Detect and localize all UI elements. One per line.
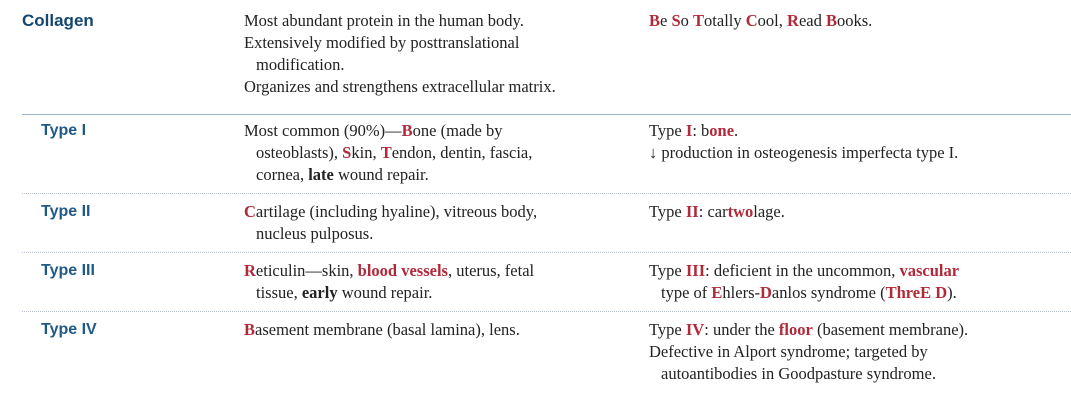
note-line: autoantibodies in Goodpasture syndrome.: [661, 364, 936, 383]
emphasis: late: [308, 165, 334, 184]
text: Type: [649, 121, 686, 140]
highlight: B: [401, 121, 413, 140]
type-i-note: [649, 120, 1069, 164]
desc-line: [244, 164, 624, 186]
text: artilage (including hyaline), vitreous body,: [255, 202, 538, 221]
text: cornea,: [256, 165, 309, 184]
type-ii-row: [22, 201, 1071, 253]
text: tissue,: [256, 283, 302, 302]
text: kin,: [351, 143, 381, 162]
type-iv-note: [649, 319, 1069, 385]
highlight: vascular: [899, 261, 960, 280]
mnemonic-text: ooks.: [836, 11, 873, 30]
text: Type: [649, 320, 686, 339]
mnemonic-letter: S: [671, 11, 681, 30]
mnemonic-letter: C: [745, 11, 758, 30]
type-i-row: [22, 120, 1071, 194]
desc-line: [244, 120, 624, 142]
text: Type: [649, 261, 686, 280]
highlight: C: [244, 202, 256, 221]
text: .: [734, 121, 739, 140]
desc-line: [244, 260, 624, 282]
type-ii-description: [244, 201, 624, 245]
type-iii-description: [244, 260, 624, 304]
collagen-desc-line-2: Extensively modified by posttranslational: [244, 33, 520, 52]
note-line: [649, 260, 1069, 282]
mnemonic-text: otally: [704, 11, 746, 30]
collagen-heading: Collagen: [22, 11, 94, 30]
type-ii-heading: Type II: [41, 203, 91, 220]
highlight: blood vessels: [357, 261, 448, 280]
note-line: Defective in Alport syndrome; targeted by: [649, 342, 928, 361]
desc-line: [244, 142, 624, 164]
highlight: II: [685, 202, 699, 221]
highlight: S: [342, 143, 352, 162]
text: wound repair.: [337, 283, 433, 302]
mnemonic-line: [649, 10, 1069, 32]
mnemonic-letter: T: [693, 11, 705, 30]
note-line: [649, 319, 1069, 341]
highlight: floor: [778, 320, 813, 339]
highlight: III: [685, 261, 706, 280]
text: lage.: [753, 202, 785, 221]
text: : deficient in the uncommon,: [705, 261, 900, 280]
text: osteoblasts),: [256, 143, 343, 162]
text: Most common (90%)—: [244, 121, 402, 140]
note-line: [649, 282, 1069, 304]
desc-line: nucleus pulposus.: [256, 224, 374, 243]
note-line: ↓ production in osteogenesis imperfecta type I.: [649, 143, 959, 162]
text: ).: [947, 283, 957, 302]
note-line: [649, 201, 1069, 223]
type-iii-note: [649, 260, 1069, 304]
collagen-desc-line-3: modification.: [256, 55, 345, 74]
type-iii-row: [22, 260, 1071, 312]
text: : car: [698, 202, 728, 221]
text: eticulin—skin,: [255, 261, 358, 280]
text: hlers-: [722, 283, 760, 302]
highlight: D: [760, 283, 772, 302]
mnemonic-text: ead: [798, 11, 826, 30]
type-iii-heading: Type III: [41, 262, 95, 279]
type-i-heading: Type I: [41, 122, 87, 139]
text: one (made by: [412, 121, 503, 140]
text: Type: [649, 202, 686, 221]
type-iv-description: [244, 319, 624, 341]
text: wound repair.: [333, 165, 429, 184]
text: type of: [661, 283, 712, 302]
text: (basement membrane).: [812, 320, 969, 339]
desc-line: [244, 282, 624, 304]
note-line: [649, 120, 1069, 142]
highlight: one: [709, 121, 735, 140]
desc-line: [244, 319, 624, 341]
highlight: T: [380, 143, 392, 162]
type-iv-row: [22, 319, 1071, 399]
collagen-desc-line-4: Organizes and strengthens extracellular matrix.: [244, 77, 556, 96]
collagen-mnemonic: [649, 10, 1069, 32]
text: : under the: [704, 320, 779, 339]
mnemonic-text: ool,: [757, 11, 788, 30]
text: endon, dentin, fascia,: [391, 143, 533, 162]
highlight: B: [244, 320, 256, 339]
mnemonic-text: e: [660, 11, 672, 30]
text: asement membrane (basal lamina), lens.: [255, 320, 520, 339]
highlight: E: [711, 283, 723, 302]
text: anlos syndrome (: [771, 283, 886, 302]
mnemonic-letter: R: [787, 11, 799, 30]
collagen-desc-line-1: Most abundant protein in the human body.: [244, 11, 524, 30]
mnemonic-text: o: [680, 11, 694, 30]
text: : b: [692, 121, 710, 140]
text: , uterus, fetal: [447, 261, 535, 280]
collagen-row: [22, 10, 1071, 115]
highlight: IV: [685, 320, 705, 339]
type-ii-note: [649, 201, 1069, 223]
desc-line: [244, 201, 624, 223]
mnemonic-letter: B: [649, 11, 661, 30]
mnemonic-letter: B: [825, 11, 837, 30]
collagen-description: [244, 10, 624, 98]
highlight: ThreE D: [885, 283, 948, 302]
highlight: two: [727, 202, 754, 221]
highlight: I: [685, 121, 693, 140]
type-i-description: [244, 120, 624, 186]
highlight: R: [244, 261, 256, 280]
type-iv-heading: Type IV: [41, 321, 97, 338]
emphasis: early: [301, 283, 338, 302]
